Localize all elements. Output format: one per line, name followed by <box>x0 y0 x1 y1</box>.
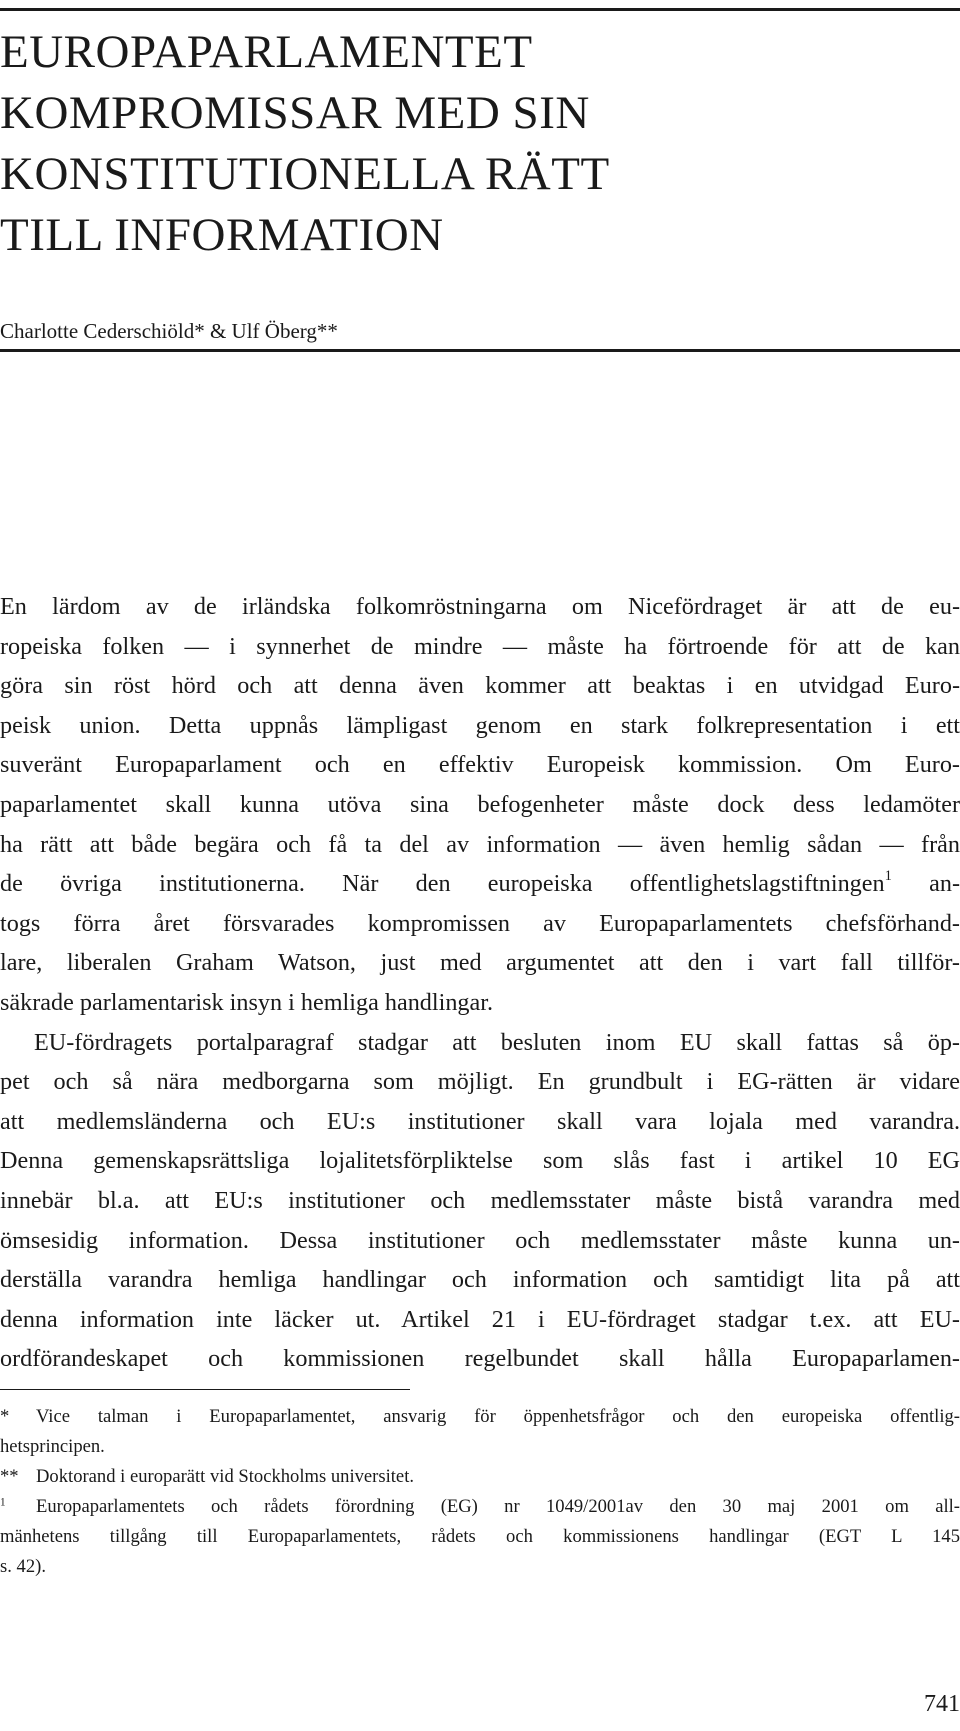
title-line: TILL INFORMATION <box>0 209 444 261</box>
body-line: denna information inte läcker ut. Artikel 21 i EU-fördraget stadgar t.ex. att EU- <box>0 1305 960 1333</box>
article-title <box>0 22 940 266</box>
body-line-text: de övriga institutionerna. När den europeiska offentlighetslagstiftningen <box>0 870 885 898</box>
article-authors: Charlotte Cederschiöld* & Ulf Öberg** <box>0 319 338 343</box>
footnote-marker: ** <box>0 1466 19 1487</box>
footnote-rule <box>0 1389 410 1390</box>
footnote-line: s. 42). <box>0 1556 46 1577</box>
body-line: EU-fördragets portalparagraf stadgar att besluten inom EU skall fattas så öp- <box>34 1028 960 1056</box>
body-line: säkrade parlamentarisk insyn i hemliga handlingar. <box>0 988 494 1016</box>
footnote-line <box>0 1492 960 1522</box>
body-line: suveränt Europaparlament och en effektiv Europeisk kommission. Om Euro- <box>0 751 960 779</box>
top-rule <box>0 8 960 11</box>
body-text <box>0 587 960 1379</box>
footnote-line <box>0 1462 960 1492</box>
footnote-text: Europaparlamentets och rådets förordning (EG) nr 1049/2001av den 30 maj 2001 om all- <box>36 1496 960 1517</box>
footnote-line: hetsprincipen. <box>0 1436 105 1457</box>
footnote-text: Doktorand i europarätt vid Stockholms universitet. <box>36 1466 415 1487</box>
page-number: 741 <box>924 1691 960 1717</box>
footnote-marker: * <box>0 1406 10 1427</box>
footnotes <box>0 1402 960 1582</box>
body-line: att medlemsländerna och EU:s institutioner skall vara lojala med varandra. <box>0 1107 960 1135</box>
authors-rule <box>0 349 960 352</box>
footnote-text: Vice talman i Europaparlamentet, ansvarig för öppenhetsfrågor och den europeiska offentlig- <box>36 1406 960 1427</box>
body-line: paparlamentet skall kunna utöva sina befogenheter måste dock dess ledamöter <box>0 790 960 818</box>
body-line-tail: an- <box>929 870 960 898</box>
title-line: KONSTITUTIONELLA RÄTT <box>0 148 610 200</box>
body-line: derställa varandra hemliga handlingar och information och samtidigt lita på att <box>0 1266 960 1294</box>
body-line: Denna gemenskapsrättsliga lojalitetsförpliktelse som slås fast i artikel 10 EG <box>0 1147 960 1175</box>
body-line: En lärdom av de irländska folkomröstningarna om Nicefördraget är att de eu- <box>0 593 960 620</box>
title-line: EUROPAPARLAMENTET <box>0 26 533 78</box>
body-line: lare, liberalen Graham Watson, just med argumentet att den i vart fall tillför- <box>0 949 960 977</box>
footnote-marker <box>0 1492 36 1522</box>
body-line: ömsesidig information. Dessa institutioner och medlemsstater måste kunna un- <box>0 1226 960 1254</box>
body-line: göra sin röst hörd och att denna även kommer att beaktas i en utvidgad Euro- <box>0 672 960 700</box>
footnote-line <box>0 1402 960 1432</box>
body-line: pet och så nära medborgarna som möjligt. En grundbult i EG-rätten är vidare <box>0 1068 960 1096</box>
footnote-number: 1 <box>0 1496 6 1509</box>
body-line: ha rätt att både begära och få ta del av information — även hemlig sådan — från <box>0 830 960 858</box>
body-line: ropeiska folken — i synnerhet de mindre — måste ha förtroende för att de kan <box>0 632 960 660</box>
body-line: togs förra året försvarades kompromissen av Europaparlamentets chefsförhand- <box>0 909 960 937</box>
title-line: KOMPROMISSAR MED SIN <box>0 87 590 139</box>
footnote-ref: 1 <box>884 868 892 885</box>
body-line: innebär bl.a. att EU:s institutioner och medlemsstater måste bistå varandra med <box>0 1186 960 1214</box>
body-line: ordförandeskapet och kommissionen regelbundet skall hålla Europaparlamen- <box>0 1345 960 1373</box>
body-line: peisk union. Detta uppnås lämpligast genom en stark folkrepresentation i ett <box>0 711 960 739</box>
body-line <box>0 864 960 904</box>
footnote-line: mänhetens tillgång till Europaparlamentets, rådets och kommissionens handlingar (EGT L 145 <box>0 1526 960 1547</box>
